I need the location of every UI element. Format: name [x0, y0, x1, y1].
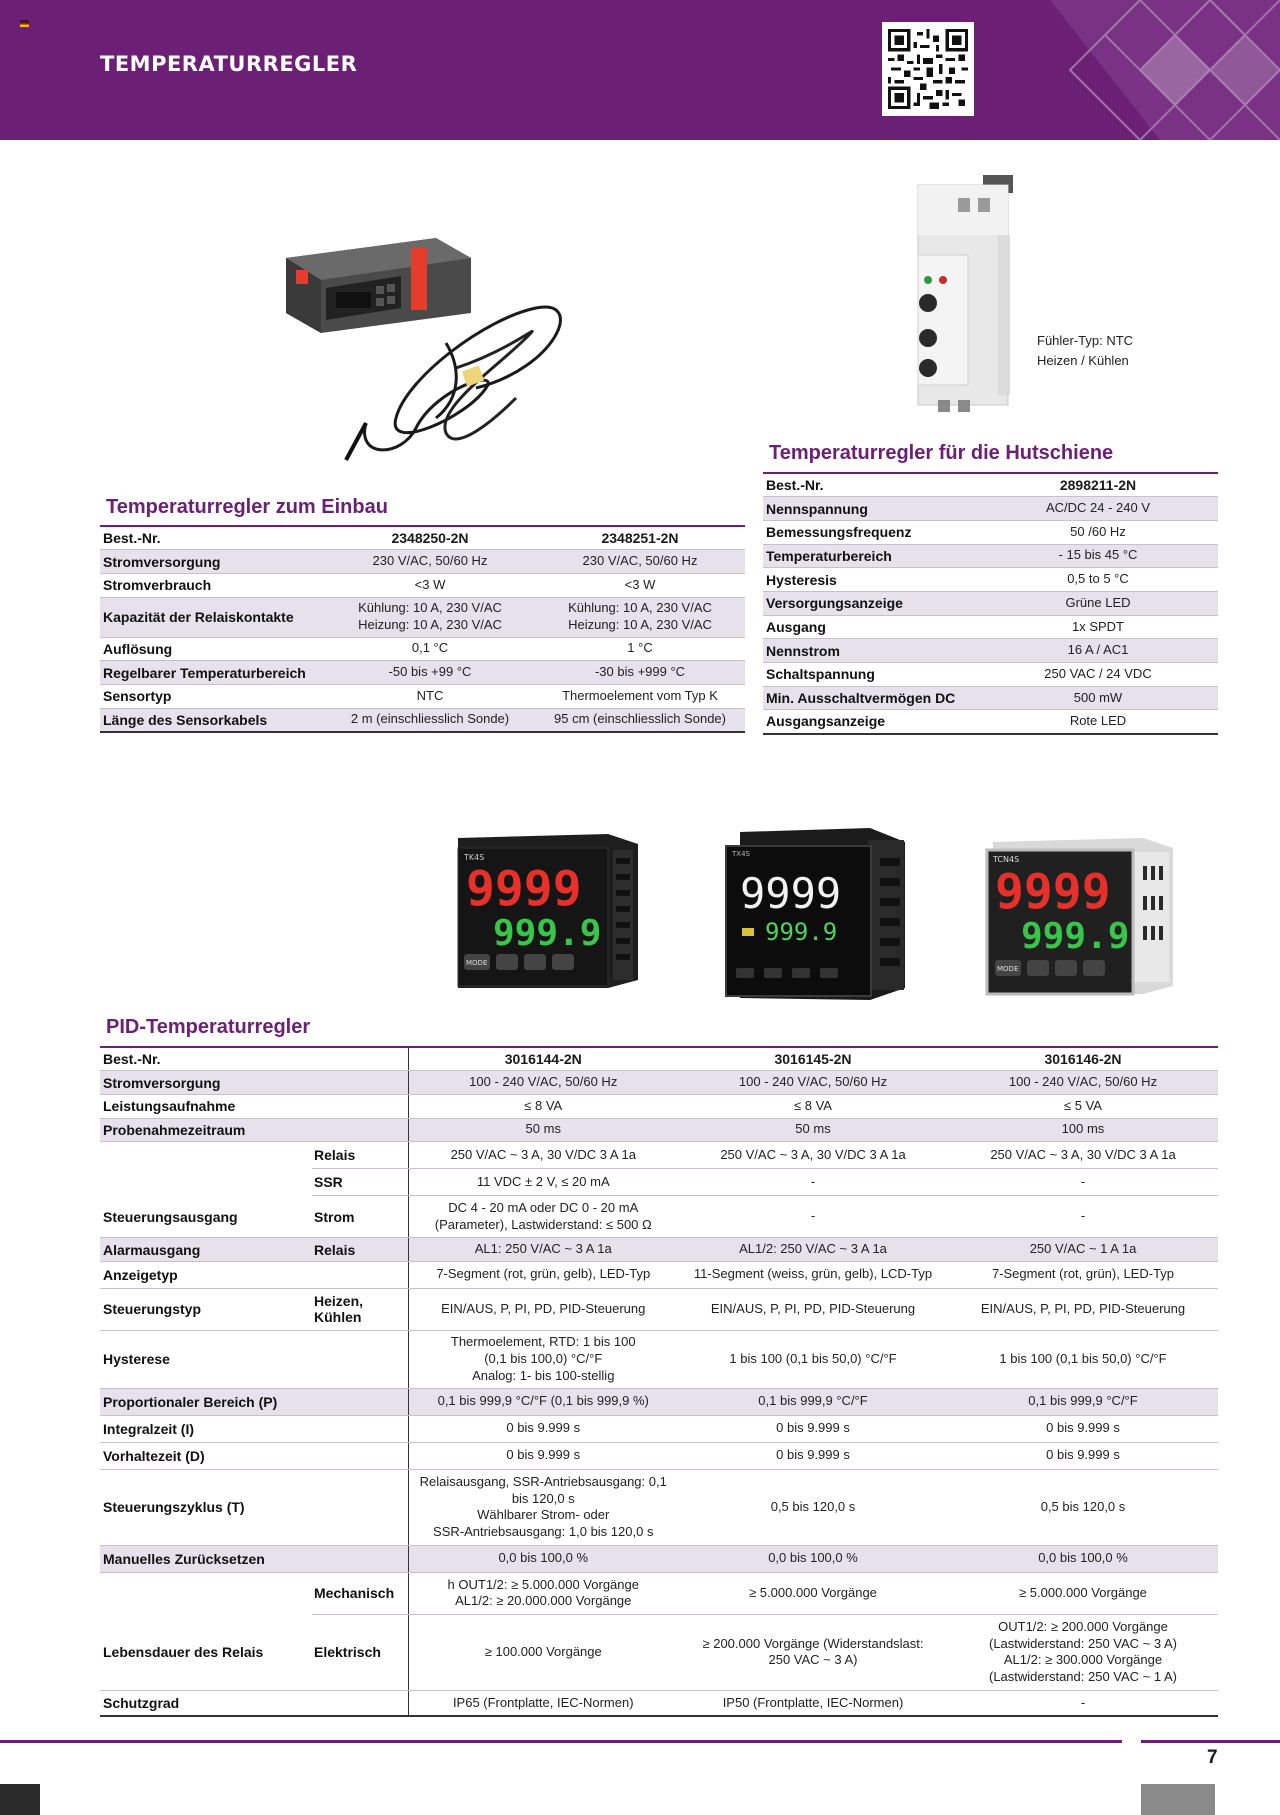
header-cell: 2348251-2N [535, 526, 745, 550]
table-cell: 0 bis 9.999 s [948, 1415, 1218, 1442]
table-cell: 250 V/AC ~ 3 A, 30 V/DC 3 A 1a [678, 1142, 948, 1169]
table-cell: 1x SPDT [978, 615, 1218, 639]
table-cell: 11-Segment (weiss, grün, gelb), LCD-Typ [678, 1261, 948, 1288]
table-cell: 230 V/AC, 50/60 Hz [535, 550, 745, 574]
table-cell: ≥ 200.000 Vorgänge (Widerstandslast: 250 VAC ~ 3 A) [678, 1614, 948, 1690]
row-label: Probenahmezeitraum [100, 1118, 408, 1142]
row-sublabel: Heizen, Kühlen [312, 1288, 408, 1330]
row-label: Integralzeit (I) [100, 1415, 408, 1442]
table-cell: Kühlung: 10 A, 230 V/AC Heizung: 10 A, 230 V/AC [325, 597, 535, 637]
table-row [100, 1118, 1218, 1142]
qr-code [882, 22, 974, 116]
row-label [100, 1169, 312, 1196]
table-cell: 11 VDC ± 2 V, ≤ 20 mA [408, 1169, 678, 1196]
page-title: TEMPERATURREGLER [100, 52, 358, 76]
table-cell: Thermoelement, RTD: 1 bis 100 (0,1 bis 100,0) °C/°F Analog: 1- bis 100-stellig [408, 1330, 678, 1388]
table-row [100, 661, 745, 685]
table-row [100, 1545, 1218, 1572]
row-label: Steuerungstyp [100, 1288, 312, 1330]
header-cell: 2348250-2N [325, 526, 535, 550]
table-cell: IP65 (Frontplatte, IEC-Normen) [408, 1690, 678, 1716]
row-label: Hysteresis [763, 568, 978, 592]
row-label: Bemessungsfrequenz [763, 520, 978, 544]
table-cell: 0 bis 9.999 s [408, 1415, 678, 1442]
table-row [763, 639, 1218, 663]
table-row [100, 597, 745, 637]
table-row [100, 1330, 1218, 1388]
header-cell: 3016144-2N [408, 1047, 678, 1071]
row-sublabel: Elektrisch [312, 1614, 408, 1690]
table-cell: 250 V/AC ~ 3 A, 30 V/DC 3 A 1a [408, 1142, 678, 1169]
table-cell: 0,0 bis 100,0 % [678, 1545, 948, 1572]
table-cell: 500 mW [978, 686, 1218, 710]
table-cell: - 15 bis 45 °C [978, 544, 1218, 568]
row-label: Schutzgrad [100, 1690, 408, 1716]
table-cell: DC 4 - 20 mA oder DC 0 - 20 mA (Parameter), Lastwiderstand: ≤ 500 Ω [408, 1196, 678, 1238]
row-label: Proportionaler Bereich (P) [100, 1388, 408, 1415]
row-label: Versorgungsanzeige [763, 591, 978, 615]
table-row [763, 663, 1218, 687]
display-sub: 999.9 [493, 913, 602, 954]
table-row [763, 544, 1218, 568]
row-label: Alarmausgang [100, 1238, 312, 1262]
table-cell: OUT1/2: ≥ 200.000 Vorgänge (Lastwiderstand: 250 VAC ~ 3 A) AL1/2: ≥ 300.000 Vorgänge (Lastwiderstand: 250 VAC ~ 1 A) [948, 1614, 1218, 1690]
footer-block [1141, 1784, 1215, 1815]
table-cell: ≤ 8 VA [408, 1094, 678, 1118]
decorative-pattern [1000, 0, 1280, 140]
table-cell: AC/DC 24 - 240 V [978, 497, 1218, 521]
table-cell: 100 - 240 V/AC, 50/60 Hz [948, 1071, 1218, 1095]
row-label: Sensortyp [100, 684, 325, 708]
display-main: 9999 [995, 864, 1111, 920]
table-row [100, 1288, 1218, 1330]
table-cell: Kühlung: 10 A, 230 V/AC Heizung: 10 A, 230 V/AC [535, 597, 745, 637]
row-label: Temperaturbereich [763, 544, 978, 568]
display-sub: 999.9 [765, 918, 838, 946]
table-cell: 100 - 240 V/AC, 50/60 Hz [408, 1071, 678, 1095]
table-cell: AL1: 250 V/AC ~ 3 A 1a [408, 1238, 678, 1262]
table-cell: 250 V/AC ~ 1 A 1a [948, 1238, 1218, 1262]
table-row [100, 1442, 1218, 1469]
display-sub: 999.9 [1021, 916, 1130, 957]
einbau-controller-image [286, 218, 586, 476]
table-row [100, 1142, 1218, 1169]
header-cell: Best.-Nr. [100, 526, 325, 550]
table-row [100, 1071, 1218, 1095]
table-cell: Rote LED [978, 710, 1218, 734]
table-cell: - [948, 1690, 1218, 1716]
table-cell: 0,5 bis 120,0 s [948, 1469, 1218, 1545]
hutschiene-title: Temperaturregler für die Hutschiene [769, 442, 1114, 464]
table-row [100, 684, 745, 708]
pid-controller-tk4s-image [448, 830, 638, 990]
table-cell: EIN/AUS, P, PI, PD, PID-Steuerung [408, 1288, 678, 1330]
row-label: Min. Ausschaltvermögen DC [763, 686, 978, 710]
row-label: Ausgang [763, 615, 978, 639]
table-cell: 0,5 to 5 °C [978, 568, 1218, 592]
display-main: 9999 [740, 869, 842, 918]
header-cell: Best.-Nr. [100, 1047, 408, 1071]
table-header-row [100, 526, 745, 550]
header-cell: Best.-Nr. [763, 473, 978, 497]
table-row [100, 1238, 1218, 1262]
table-cell: 100 ms [948, 1118, 1218, 1142]
table-row [763, 686, 1218, 710]
row-label: Stromversorgung [100, 1071, 408, 1095]
mode-button-label: MODE [466, 959, 488, 967]
footer-divider [0, 1740, 1122, 1743]
table-cell: 0 bis 9.999 s [948, 1442, 1218, 1469]
table-row [100, 1469, 1218, 1545]
pid-table [100, 1046, 1218, 1717]
table-cell: 0,1 bis 999,9 °C/°F [948, 1388, 1218, 1415]
table-cell: 50 /60 Hz [978, 520, 1218, 544]
pid-title: PID-Temperaturregler [106, 1016, 311, 1038]
table-cell: 50 ms [678, 1118, 948, 1142]
table-row [100, 550, 745, 574]
table-cell: EIN/AUS, P, PI, PD, PID-Steuerung [678, 1288, 948, 1330]
table-cell: ≥ 5.000.000 Vorgänge [948, 1572, 1218, 1614]
page-header [0, 0, 1280, 140]
einbau-table [100, 525, 745, 733]
page-number: 7 [1207, 1747, 1218, 1768]
row-sublabel: SSR [312, 1169, 408, 1196]
pid-controller-tx4s-image [720, 828, 910, 1003]
einbau-title: Temperaturregler zum Einbau [106, 496, 388, 518]
row-label [100, 1572, 312, 1614]
row-label: Nennstrom [763, 639, 978, 663]
table-cell: 50 ms [408, 1118, 678, 1142]
table-row [100, 573, 745, 597]
table-cell: - [678, 1196, 948, 1238]
table-cell: - [948, 1196, 1218, 1238]
footer-divider [1141, 1740, 1280, 1743]
table-cell: <3 W [535, 573, 745, 597]
table-row [100, 1572, 1218, 1614]
table-row [100, 637, 745, 661]
table-cell: 0 bis 9.999 s [678, 1442, 948, 1469]
table-cell: AL1/2: 250 V/AC ~ 3 A 1a [678, 1238, 948, 1262]
table-cell: Grüne LED [978, 591, 1218, 615]
table-row [100, 1690, 1218, 1716]
row-label: Nennspannung [763, 497, 978, 521]
note-sensor-type: Fühler-Typ: NTC [1037, 333, 1134, 348]
table-cell: 0,0 bis 100,0 % [948, 1545, 1218, 1572]
model-label: TCN4S [993, 855, 1020, 864]
table-cell: ≤ 8 VA [678, 1094, 948, 1118]
note-mode: Heizen / Kühlen [1037, 353, 1129, 368]
hutschiene-note [1037, 331, 1133, 371]
table-cell: h OUT1/2: ≥ 5.000.000 Vorgänge AL1/2: ≥ 20.000.000 Vorgänge [408, 1572, 678, 1614]
table-cell: -30 bis +999 °C [535, 661, 745, 685]
table-row [100, 1261, 1218, 1288]
row-label: Leistungsaufnahme [100, 1094, 408, 1118]
table-cell: 1 bis 100 (0,1 bis 50,0) °C/°F [948, 1330, 1218, 1388]
table-cell: -50 bis +99 °C [325, 661, 535, 685]
table-cell: ≥ 100.000 Vorgänge [408, 1614, 678, 1690]
table-cell: 0,1 bis 999,9 °C/°F [678, 1388, 948, 1415]
display-main: 9999 [466, 861, 582, 917]
table-cell: - [948, 1169, 1218, 1196]
table-cell: ≥ 5.000.000 Vorgänge [678, 1572, 948, 1614]
table-row [763, 591, 1218, 615]
table-cell: 0,1 bis 999,9 °C/°F (0,1 bis 999,9 %) [408, 1388, 678, 1415]
mode-button-label: MODE [997, 965, 1019, 973]
table-cell: - [678, 1169, 948, 1196]
row-label: Stromversorgung [100, 550, 325, 574]
table-cell: 0,5 bis 120,0 s [678, 1469, 948, 1545]
header-cell: 3016145-2N [678, 1047, 948, 1071]
model-label: TK4S [464, 853, 485, 862]
row-sublabel: Strom [312, 1196, 408, 1238]
table-cell: 2 m (einschliesslich Sonde) [325, 708, 535, 732]
pid-controller-tcn4s-image [983, 836, 1173, 996]
row-sublabel: Mechanisch [312, 1572, 408, 1614]
header-cell: 3016146-2N [948, 1047, 1218, 1071]
row-sublabel: Relais [312, 1142, 408, 1169]
table-cell: 7-Segment (rot, grün), LED-Typ [948, 1261, 1218, 1288]
row-label: Anzeigetyp [100, 1261, 408, 1288]
table-row [100, 1094, 1218, 1118]
hutschiene-table [763, 472, 1218, 735]
row-label: Regelbarer Temperaturbereich [100, 661, 325, 685]
table-cell: 230 V/AC, 50/60 Hz [325, 550, 535, 574]
table-cell: 0,0 bis 100,0 % [408, 1545, 678, 1572]
table-cell: 250 V/AC ~ 3 A, 30 V/DC 3 A 1a [948, 1142, 1218, 1169]
table-cell: 0,1 °C [325, 637, 535, 661]
row-label: Stromverbrauch [100, 573, 325, 597]
table-row [763, 710, 1218, 734]
table-row [763, 568, 1218, 592]
table-row [763, 520, 1218, 544]
row-sublabel: Relais [312, 1238, 408, 1262]
table-cell: 16 A / AC1 [978, 639, 1218, 663]
row-label: Schaltspannung [763, 663, 978, 687]
header-cell: 2898211-2N [978, 473, 1218, 497]
table-cell: Thermoelement vom Typ K [535, 684, 745, 708]
row-label: Auflösung [100, 637, 325, 661]
footer-block [0, 1784, 40, 1815]
table-row [763, 615, 1218, 639]
model-label: TX4S [732, 850, 750, 858]
table-row [100, 1196, 1218, 1238]
hutschiene-controller-image [898, 170, 1028, 420]
row-label: Lebensdauer des Relais [100, 1614, 312, 1690]
row-label: Ausgangsanzeige [763, 710, 978, 734]
table-row [100, 708, 745, 732]
table-row [100, 1415, 1218, 1442]
table-cell: ≤ 5 VA [948, 1094, 1218, 1118]
table-row [100, 1614, 1218, 1690]
table-cell: NTC [325, 684, 535, 708]
row-label: Länge des Sensorkabels [100, 708, 325, 732]
flag-icon [20, 20, 29, 27]
table-cell: 100 - 240 V/AC, 50/60 Hz [678, 1071, 948, 1095]
table-cell: 1 bis 100 (0,1 bis 50,0) °C/°F [678, 1330, 948, 1388]
row-label: Steuerungsausgang [100, 1196, 312, 1238]
table-cell: 250 VAC / 24 VDC [978, 663, 1218, 687]
row-label: Kapazität der Relaiskontakte [100, 597, 325, 637]
table-cell: <3 W [325, 573, 535, 597]
table-cell: 0 bis 9.999 s [408, 1442, 678, 1469]
table-row [763, 497, 1218, 521]
table-header-row [763, 473, 1218, 497]
table-cell: IP50 (Frontplatte, IEC-Normen) [678, 1690, 948, 1716]
row-label [100, 1142, 312, 1169]
table-cell: 95 cm (einschliesslich Sonde) [535, 708, 745, 732]
row-label: Hysterese [100, 1330, 408, 1388]
row-label: Steuerungszyklus (T) [100, 1469, 408, 1545]
table-cell: EIN/AUS, P, PI, PD, PID-Steuerung [948, 1288, 1218, 1330]
table-cell: Relaisausgang, SSR-Antriebsausgang: 0,1 bis 120,0 s Wählbarer Strom- oder SSR-Antriebsausgang: 1,0 bis 120,0 s [408, 1469, 678, 1545]
table-cell: 7-Segment (rot, grün, gelb), LED-Typ [408, 1261, 678, 1288]
table-row [100, 1169, 1218, 1196]
table-header-row [100, 1047, 1218, 1071]
table-row [100, 1388, 1218, 1415]
row-label: Manuelles Zurücksetzen [100, 1545, 408, 1572]
table-cell: 0 bis 9.999 s [678, 1415, 948, 1442]
table-cell: 1 °C [535, 637, 745, 661]
row-label: Vorhaltezeit (D) [100, 1442, 408, 1469]
